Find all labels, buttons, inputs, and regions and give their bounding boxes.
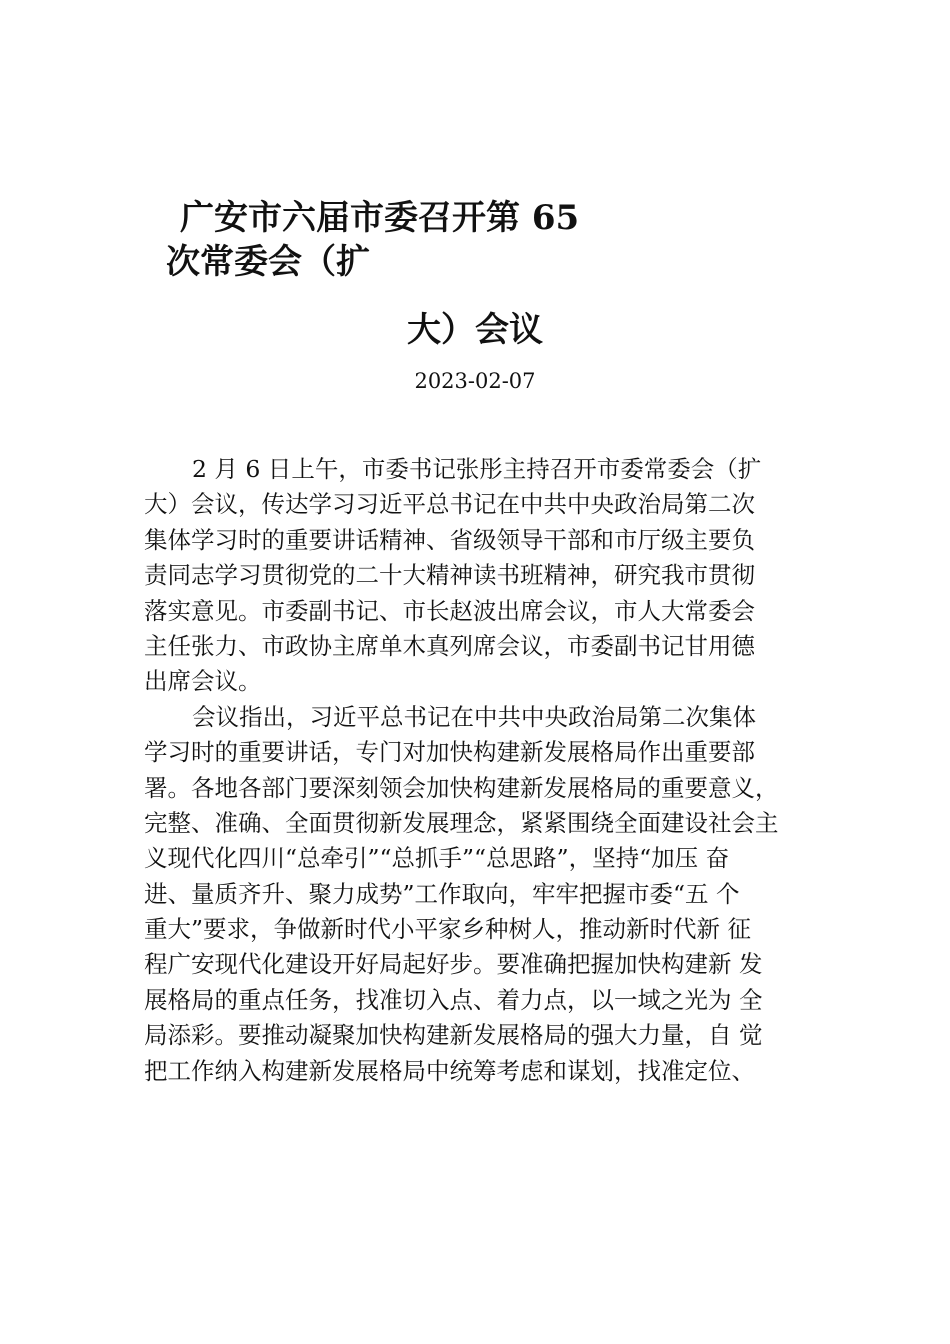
text-line: 2 月 6 日上午，市委书记张彤主持召开市委常委会（扩 [192, 455, 762, 483]
text-line: 责同志学习贯彻党的二十大精神读书班精神，研究我市贯彻 [144, 561, 755, 590]
paragraph-1 [144, 452, 809, 700]
document-title-line-1: 广安市六届市委召开第 65 [180, 198, 580, 238]
text-line: 署。各地各部门要深刻领会加快构建新发展格局的重要意义， [144, 773, 779, 802]
document-title-line-2: 次常委会（扩 [166, 242, 370, 282]
text-line: 完整、准确、全面贯彻新发展理念，紧紧围绕全面建设社会主 [144, 808, 779, 837]
text-line: 落实意见。市委副书记、市长赵波出席会议，市人大常委会 [144, 596, 755, 625]
text-line: 大）会议，传达学习习近平总书记在中共中央政治局第二次 [144, 490, 755, 519]
text-line: 会议指出，习近平总书记在中共中央政治局第二次集体 [192, 702, 756, 731]
text-line: 把工作纳入构建新发展格局中统筹考虑和谋划，找准定位、 [144, 1056, 755, 1085]
document-title-line-3: 大）会议 [407, 310, 543, 350]
paragraph-2 [144, 700, 809, 1089]
text-line: 集体学习时的重要讲话精神、省级领导干部和市厅级主要负 [144, 525, 755, 554]
text-line: 局添彩。要推动凝聚加快构建新发展格局的强大力量，自 觉 [144, 1021, 763, 1050]
text-line: 进、量质齐升、聚力成势”工作取向，牢牢把握市委“五 个 [144, 879, 740, 908]
publish-date: 2023-02-07 [414, 369, 536, 393]
text-line: 学习时的重要讲话，专门对加快构建新发展格局作出重要部 [144, 738, 755, 767]
article-body [144, 452, 809, 1089]
text-line: 义现代化四川“总牵引”“总抓手”“总思路”，坚持“加压 奋 [144, 844, 730, 873]
text-line: 出席会议。 [144, 667, 262, 696]
text-line: 程广安现代化建设开好局起好步。要准确把握加快构建新 发 [144, 950, 763, 979]
text-line: 重大”要求，争做新时代小平家乡种树人，推动新时代新 征 [144, 915, 751, 944]
text-line: 展格局的重点任务，找准切入点、着力点，以一域之光为 全 [144, 985, 763, 1014]
text-line: 主任张力、市政协主席单木真列席会议，市委副书记甘用德 [144, 631, 755, 660]
